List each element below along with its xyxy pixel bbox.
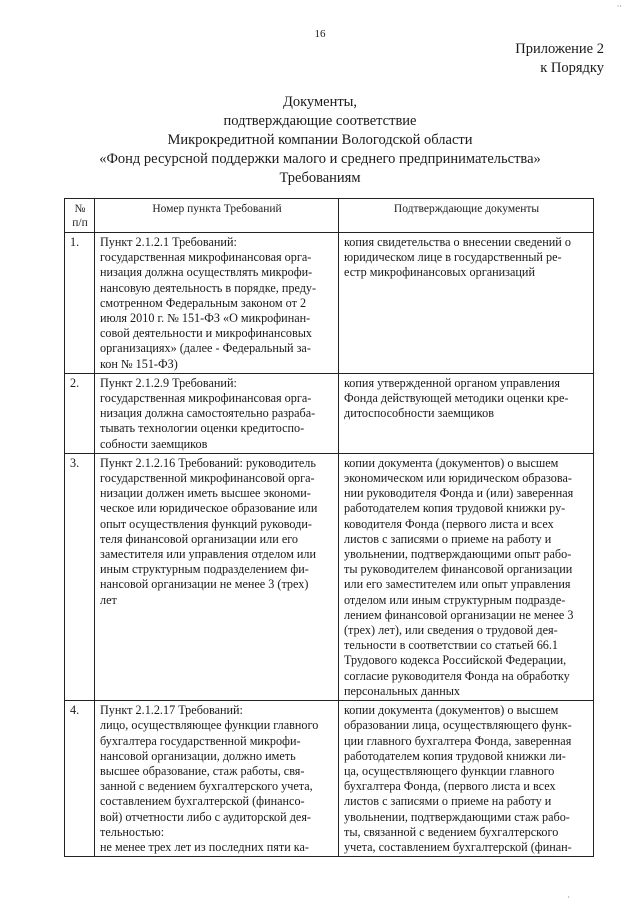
title-line-1: Документы,: [282, 94, 358, 110]
row-requirement: [95, 373, 339, 453]
appendix-line-2: к Порядку: [540, 60, 604, 76]
document-text-line: копия свидетельства о внесении сведений о: [344, 235, 571, 249]
table-header-row: [65, 199, 594, 233]
header-number-line-2: п/п: [72, 217, 88, 229]
document-text-line: образовании лица, осуществляющего функ-: [344, 718, 572, 733]
requirement-text-line: лет: [100, 592, 117, 607]
requirement-text-line: государственная микрофинансовая орга-: [100, 250, 312, 265]
document-text-line: листов с записями о приеме на работу и: [344, 531, 552, 546]
document-text-line: копии документа (документов) о высшем: [344, 703, 559, 718]
requirement-text-line: государственная микрофинансовая орга-: [100, 391, 312, 406]
corner-mark-bottom: ·: [567, 893, 570, 902]
document-text-line: работодателем копия трудовой книжки ру-: [344, 501, 566, 516]
document-text-line: листов с записями о приеме на работу и: [344, 794, 552, 809]
document-text-line: Фонда действующей методики оценки кре-: [344, 391, 569, 406]
document-text-line: юридическом лице в государственный ре-: [344, 250, 562, 265]
requirement-text-line: совой деятельности и микрофинансовых: [100, 326, 312, 341]
title-line-3: Микрокредитной компании Вологодской области: [167, 132, 473, 148]
requirement-text-line: нансовую деятельность в порядке, преду-: [100, 280, 317, 295]
document-text-line: Трудового кодекса Российской Федерации,: [344, 653, 567, 668]
requirement-text-line: опыт осуществления функций руководи-: [100, 516, 312, 531]
table-row: [65, 453, 594, 700]
requirement-text-line: собности заемщиков: [100, 436, 208, 451]
requirement-text-line: смотренном Федеральным законом от 2: [100, 295, 307, 310]
requirement-text-line: лицо, осуществляющее функции главного: [100, 718, 319, 733]
document-title: [0, 93, 640, 188]
row-documents: [339, 233, 594, 374]
document-text-line: ции главного бухгалтера Фонда, заверенная: [344, 733, 572, 748]
requirement-text-line: низация должна осуществлять микрофи-: [100, 265, 313, 280]
table-row: [65, 373, 594, 453]
requirement-text-line: Пункт 2.1.2.16 Требований: руководитель: [100, 455, 316, 470]
title-line-4: «Фонд ресурсной поддержки малого и среднего предпринимательства»: [99, 151, 541, 167]
document-text-line: копия утвержденной органом управления: [344, 375, 561, 390]
row-documents: [339, 373, 594, 453]
title-line-5: Требованиям: [279, 170, 361, 186]
requirement-text-line: ческое или юридическое образование или: [100, 501, 318, 516]
row-number: 2.: [65, 373, 95, 453]
requirement-text-line: кон № 151-ФЗ): [100, 356, 178, 371]
document-text-line: согласие руководителя Фонда на обработку: [344, 668, 570, 683]
requirement-text-line: заместителя или управления отделом или: [100, 547, 316, 562]
title-line-2: подтверждающие соответствие: [223, 113, 417, 129]
document-text-line: лением финансовой организации не менее 3: [344, 607, 574, 622]
table-body: [65, 233, 594, 857]
appendix-line-1: Приложение 2: [515, 41, 604, 57]
requirement-text-line: вой) отчетности либо с аудиторской дея-: [100, 809, 311, 824]
document-text-line: бухгалтера Фонда, (первого листа и всех: [344, 779, 556, 794]
requirement-text-line: нансовой организации, должно иметь: [100, 748, 296, 763]
requirement-text-line: Пункт 2.1.2.1 Требований:: [100, 235, 237, 249]
document-text-line: ководителя Фонда (первого листа и всех: [344, 516, 554, 531]
requirement-text-line: тывать технологии оценки кредитоспо-: [100, 421, 305, 436]
document-text-line: ты руководителем финансовой организации: [344, 562, 573, 577]
requirement-text-line: государственной микрофинансовой орга-: [100, 471, 315, 486]
document-text-line: увольнении, подтверждающими стаж рабо-: [344, 809, 570, 824]
requirement-text-line: бухгалтера государственной микрофи-: [100, 733, 301, 748]
page-number: 16: [314, 28, 326, 40]
document-text-line: тельности в соответствии со статьей 66.1: [344, 638, 559, 653]
row-number: 1.: [65, 233, 95, 374]
requirement-text-line: высшее образование, стаж работы, свя-: [100, 763, 305, 778]
documents-table: [64, 198, 594, 857]
row-documents: [339, 453, 594, 700]
requirement-text-line: тельностью:: [100, 824, 165, 839]
requirement-text-line: низация должна самостоятельно разраба-: [100, 406, 316, 421]
document-text-line: (трех) лет), или сведения о трудовой дея-: [344, 623, 558, 638]
document-text-line: ца, осуществляющего функции главного: [344, 763, 555, 778]
table-row: [65, 701, 594, 857]
document-text-line: или его заместителем или опыт управления: [344, 577, 571, 592]
requirement-text-line: Пункт 2.1.2.17 Требований:: [100, 703, 243, 718]
row-requirement: [95, 453, 339, 700]
requirement-text-line: Пункт 2.1.2.9 Требований:: [100, 375, 237, 390]
corner-mark-top: ··: [616, 2, 622, 11]
document-text-line: увольнении, подтверждающими опыт рабо-: [344, 547, 572, 562]
requirement-text-line: июля 2010 г. № 151-ФЗ «О микрофинан-: [100, 311, 311, 326]
document-text-line: экономическом или юридическом образова-: [344, 471, 572, 486]
requirement-text-line: составлением бухгалтерской (финансо-: [100, 794, 305, 809]
header-documents: Подтверждающие документы: [339, 199, 594, 233]
requirement-text-line: иным структурным подразделением фи-: [100, 562, 309, 577]
document-text-line: ты, связанной с ведением бухгалтерского: [344, 824, 559, 839]
header-number-line-1: №: [74, 203, 86, 215]
document-text-line: учета, составлением бухгалтерской (финан-: [344, 839, 572, 854]
requirement-text-line: нансовой организации не менее 3 (трех): [100, 577, 309, 592]
row-documents: [339, 701, 594, 857]
document-text-line: отделом или иным структурным подразде-: [344, 592, 566, 607]
document-text-line: нии руководителя Фонда и (или) заверенная: [344, 486, 574, 501]
row-requirement: [95, 701, 339, 857]
requirement-text-line: организациях» (далее - Федеральный за-: [100, 341, 311, 356]
requirement-text-line: занной с ведением бухгалтерского учета,: [100, 779, 313, 794]
document-text-line: дитоспособности заемщиков: [344, 406, 494, 421]
requirement-text-line: не менее трех лет из последних пяти ка-: [100, 839, 309, 854]
requirement-text-line: низации должен иметь высшее экономи-: [100, 486, 311, 501]
table-row: [65, 233, 594, 374]
appendix-label: [515, 40, 604, 78]
requirement-text-line: теля финансовой организации или его: [100, 531, 299, 546]
document-text-line: работодателем копия трудовой книжки ли-: [344, 748, 566, 763]
header-number: [65, 199, 95, 233]
row-number: 3.: [65, 453, 95, 700]
document-text-line: персональных данных: [344, 683, 460, 698]
document-text-line: естр микрофинансовых организаций: [344, 265, 535, 280]
document-text-line: копии документа (документов) о высшем: [344, 455, 559, 470]
row-requirement: [95, 233, 339, 374]
header-requirement: Номер пункта Требований: [95, 199, 339, 233]
row-number: 4.: [65, 701, 95, 857]
